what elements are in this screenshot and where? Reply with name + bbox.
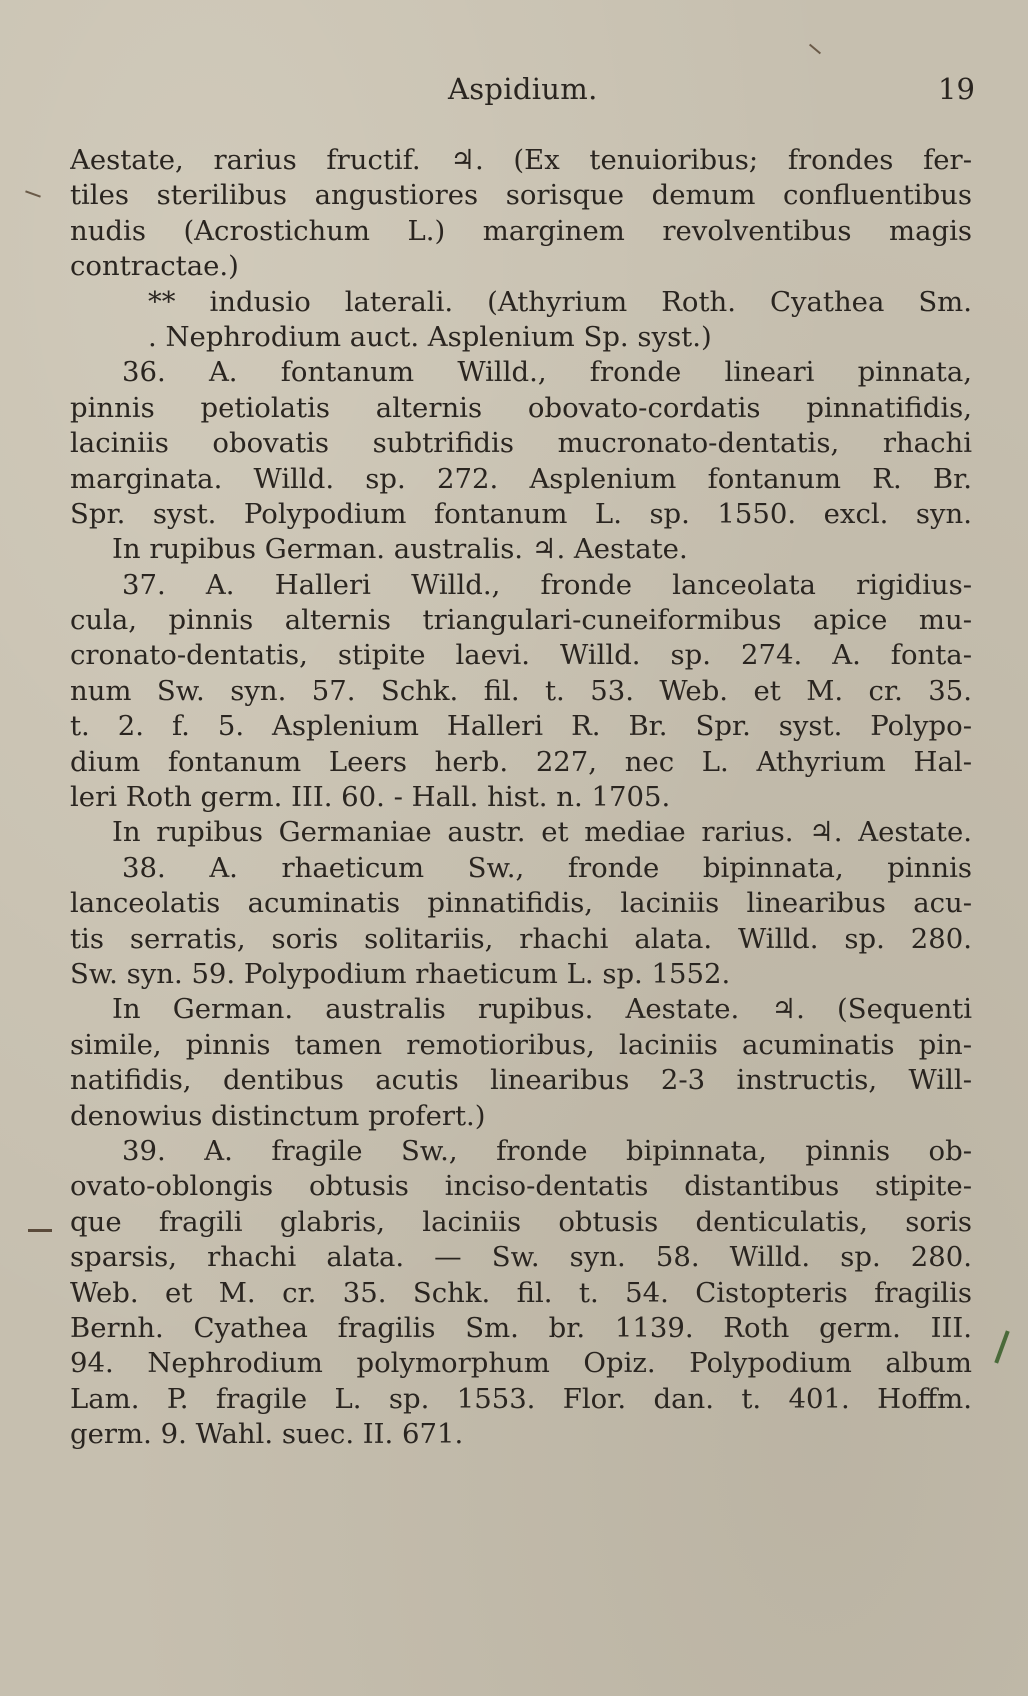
text-line: Aestate, rarius fructif. ♃. (Ex tenuioribus; frondes fer- [70,144,972,176]
text-line: sparsis, rhachi alata. — Sw. syn. 58. Willd. sp. 280. [70,1241,972,1274]
text-line: simile, pinnis tamen remotioribus, laciniis acuminatis pin- [70,1028,972,1061]
text-line: . Nephrodium auct. Asplenium Sp. syst.) [148,320,712,353]
text-line: Lam. P. fragile L. sp. 1553. Flor. dan. t. 401. Hoffm. [70,1382,972,1415]
running-title: Aspidium. [448,72,598,106]
text-line: t. 2. f. 5. Asplenium Halleri R. Br. Spr. syst. Polypo- [70,710,972,743]
page-number: 19 [938,72,975,106]
text-line: num Sw. syn. 57. Schk. fil. t. 53. Web. et M. cr. 35. [70,674,972,707]
text-line: dium fontanum Leers herb. 227, nec L. Athyrium Hal- [70,745,972,778]
text-line: marginata. Willd. sp. 272. Asplenium fontanum R. Br. [70,462,972,495]
margin-scribble-mark [994,1330,1009,1363]
text-line: pinnis petiolatis alternis obovato-cordatis pinnatifidis, [70,391,972,424]
text-line: 39. A. fragile Sw., fronde bipinnata, pinnis ob- [122,1134,972,1167]
text-line: ** indusio laterali. (Athyrium Roth. Cyathea Sm. [148,285,972,318]
text-line: nudis (Acrostichum L.) marginem revolventibus magis [70,214,972,247]
text-line: laciniis obovatis subtrifidis mucronato-dentatis, rhachi [70,427,972,460]
text-line: lanceolatis acuminatis pinnatifidis, laciniis linearibus acu- [70,887,972,920]
page-header [0,72,1028,112]
text-line: ovato-oblongis obtusis inciso-dentatis distantibus stipite- [70,1170,972,1203]
text-line: Bernh. Cyathea fragilis Sm. br. 1139. Roth germ. III. [70,1311,972,1344]
text-line: Web. et M. cr. 35. Schk. fil. t. 54. Cistopteris fragilis [70,1276,972,1309]
text-line: In German. australis rupibus. Aestate. ♃. (Sequenti [112,993,972,1026]
text-line: In rupibus German. australis. ♃. Aestate. [112,533,688,566]
text-line: Spr. syst. Polypodium fontanum L. sp. 1550. excl. syn. [70,497,972,530]
text-line: cronato-dentatis, stipite laevi. Willd. sp. 274. A. fonta- [70,639,972,672]
text-line: tis serratis, soris solitariis, rhachi alata. Willd. sp. 280. [70,922,972,955]
text-line: denowius distinctum profert.) [70,1099,486,1132]
text-line: contractae.) [70,250,239,283]
text-line: cula, pinnis alternis triangulari-cuneiformibus apice mu- [70,604,972,637]
margin-mark [809,44,821,55]
margin-mark [25,190,41,197]
text-line: 37. A. Halleri Willd., fronde lanceolata rigidius- [122,568,972,601]
text-line: leri Roth germ. III. 60. - Hall. hist. n. 1705. [70,781,671,814]
margin-dash-mark [28,1229,52,1232]
text-line: 94. Nephrodium polymorphum Opiz. Polypodium album [70,1347,972,1380]
text-line: que fragili glabris, laciniis obtusis denticulatis, soris [70,1205,972,1238]
text-line: tiles sterilibus angustiores sorisque demum confluentibus [70,179,972,212]
text-line: natifidis, dentibus acutis linearibus 2-3 instructis, Will- [70,1064,972,1097]
text-line: 36. A. fontanum Willd., fronde lineari pinnata, [122,356,972,389]
body-text [70,143,972,1452]
text-line: germ. 9. Wahl. suec. II. 671. [70,1418,464,1451]
text-line: 38. A. rhaeticum Sw., fronde bipinnata, pinnis [122,851,972,884]
text-line: In rupibus Germaniae austr. et mediae rarius. ♃. Aestate. [112,816,972,849]
text-line: Sw. syn. 59. Polypodium rhaeticum L. sp. 1552. [70,957,731,990]
